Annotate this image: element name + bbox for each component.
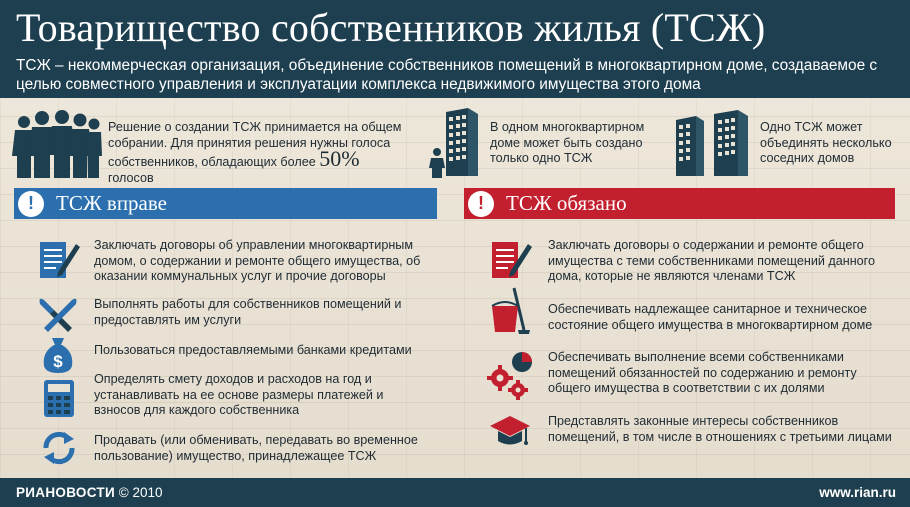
exclamation-icon: ! xyxy=(468,191,494,217)
contract-pen-icon xyxy=(488,238,534,282)
copyright: © 2010 xyxy=(118,485,163,500)
page-subtitle: ТСЖ – некоммерческая организация, объединение собственников помещений в многоквартирном доме, создаваемое с целью совместного управления и эксплуатации комплекса недвижимого имущества этого дома xyxy=(16,57,878,93)
duties-item: Обеспечивать надлежащее санитарное и техническое состояние общего имущества в многоквартирном доме xyxy=(548,302,873,332)
rights-section-bar xyxy=(14,188,437,219)
building-with-person-icon xyxy=(428,108,484,178)
rights-item: Выполнять работы для собственников помещений и предоставлять им услуги xyxy=(94,297,402,327)
exclamation-icon: ! xyxy=(18,191,44,217)
fact-one-house: В одном многоквартирном доме может быть создано только одно ТСЖ xyxy=(490,120,645,165)
fact-decision-tail: голосов xyxy=(108,170,154,185)
exchange-arrows-icon xyxy=(40,430,78,466)
rights-item: Пользоваться предоставляемыми банками кредитами xyxy=(94,343,412,357)
rights-heading: ТСЖ вправе xyxy=(56,191,167,215)
duties-heading: ТСЖ обязано xyxy=(506,191,627,215)
graduation-cap-icon xyxy=(488,414,532,450)
footer-brand xyxy=(16,485,162,500)
fact-decision xyxy=(108,120,408,186)
rights-item: Определять смету доходов и расходов на год и устанавливать на ее основе размеры платежей и взносов для каждого собственника xyxy=(94,372,384,417)
two-buildings-icon xyxy=(670,110,756,176)
fact-decision-text: Решение о создании ТСЖ принимается на общем собрании. Для принятия решения нужны голоса собственников, обладающих более xyxy=(108,120,402,169)
calculator-icon xyxy=(40,378,78,418)
duties-item: Заключать договоры о содержании и ремонте общего имущества с теми собственниками помещений данного дома, которые не являются членами ТСЖ xyxy=(548,238,875,283)
fact-many-houses: Одно ТСЖ может объединять несколько соседних домов xyxy=(760,120,892,165)
rights-item: Заключать договоры об управлении многоквартирным домом, о содержании и ремонте общего имущества, об оказании коммунальных услуг и прочие договоры xyxy=(94,238,421,283)
money-bag-icon xyxy=(42,336,74,374)
wrench-screwdriver-icon xyxy=(38,294,78,334)
rights-item: Продавать (или обменивать, передавать во временное пользование) имущество, принадлежащее ТСЖ xyxy=(94,433,418,463)
duties-section-bar xyxy=(464,188,895,219)
duties-item: Обеспечивать выполнение всеми собственниками помещений обязанностей по содержанию и ремонту общего имущества в соответствии с их долями xyxy=(548,350,857,395)
contract-pen-icon xyxy=(36,238,82,282)
people-group-icon xyxy=(12,108,102,178)
fact-decision-percent: 50% xyxy=(319,146,360,171)
footer xyxy=(0,478,910,507)
mop-bucket-icon xyxy=(488,286,532,336)
site-link[interactable]: www.rian.ru xyxy=(819,485,896,500)
gears-pie-icon xyxy=(486,350,534,400)
header-banner xyxy=(0,0,910,98)
ria-novosti-logo: РИАНОВОСТИ xyxy=(16,485,115,500)
page-title: Товарищество собственников жилья (ТСЖ) xyxy=(16,5,766,50)
duties-item: Представлять законные интересы собственников помещений, в том числе в отношениях с третьими лицами xyxy=(548,414,892,444)
svg-text:$: $ xyxy=(53,352,63,371)
